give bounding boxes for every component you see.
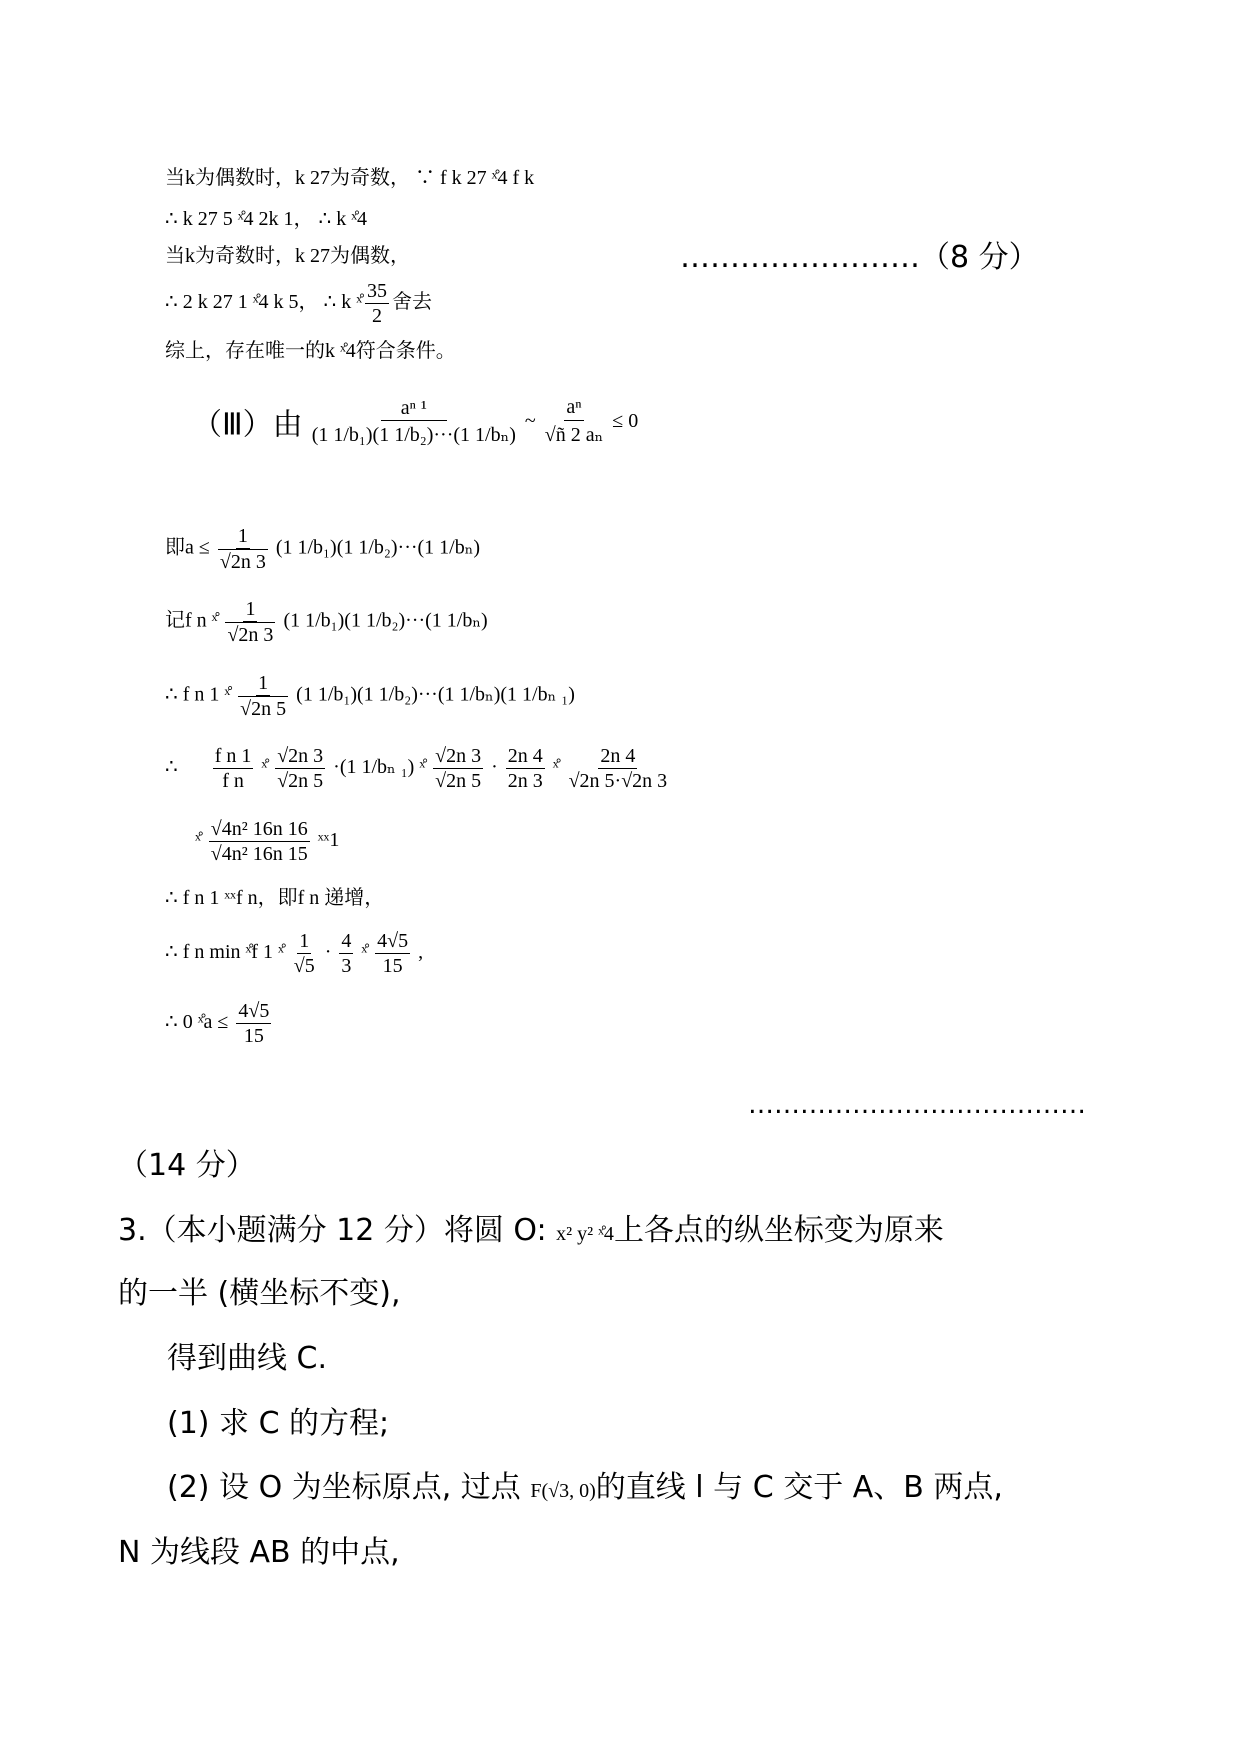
part-3-line: （Ⅲ）由 $\frac{\text{aⁿ ¹}}{\text{(1 1/b₁)(1 1/b₂)···(1 1/bₙ)}}$ ~ $\frac{\text{aⁿ}}{\text{√ñ 2 aₙ}}$ ≤ 0 [192,396,639,446]
problem-3-part-1: (1) 求 C 的方程; [167,1406,390,1441]
dotted-leader: ………………………………… [748,1090,1086,1120]
solution-line-3: 当k为奇数时，k 27为偶数， [165,245,410,267]
solution-line-10: ˣ̊ $\frac{\text{√4n² 16n 16}}{\text{√4n² 16n 15}}$ ˣˣ1 [195,818,340,865]
solution-line-13: ∴ 0 ˣ̊a ≤ $\frac{4√5}{15}$ [165,1000,270,1047]
score-14: （14 分） [118,1148,256,1183]
solution-line-9: ∴ $\frac{\text{f n 1}}{\text{f n}}$ ˣ̊ $\frac{√2n 3}{√2n 5}$ ·(1 1/bₙ ₁) ˣ̊ $\frac{√2n 3}{√2n 5}$ · $\frac{2n 4}{2n 3}$ ˣ̊ $\frac{2n 4}{√2n 5\cdot√2n 3}$ [165,745,668,792]
problem-3-line-2: 的一半 (横坐标不变), [118,1276,401,1311]
solution-line-12: ∴ f n min ˣ̊f 1 ˣ̊ $\frac{1}{√5}$ · $\frac{4}{3}$ ˣ̊ $\frac{4√5}{15}$ , [165,930,424,977]
problem-3-line-6: N 为线段 AB 的中点, [118,1535,400,1570]
problem-3-line-3: 得到曲线 C. [167,1341,328,1376]
solution-line-1: 当k为偶数时，k 27为奇数， ∵ f k 27 ˣ̊4 f k [165,167,535,189]
problem-3-line-1: 3.（本小题满分 12 分）将圆 O: x² y² ˣ̊4上各点的纵坐标变为原来 [118,1213,944,1248]
solution-line-5: 综上，存在唯一的k ˣ̊4符合条件。 [165,340,456,362]
score-8: ……………………（8 分） [680,240,1039,275]
solution-line-4: ∴ 2 k 27 1 ˣ̊4 k 5， ∴ k ˣ̊ $\frac{35}{2}$ 舍去 [165,280,433,327]
solution-line-7: 记f n ˣ̊ $\frac{1}{√2n 3}$ (1 1/b₁)(1 1/b₂)···(1 1/bₙ) [165,598,488,646]
solution-line-8: ∴ f n 1 ˣ̊ $\frac{1}{√2n 5}$ (1 1/b₁)(1 1/b₂)···(1 1/bₙ)(1 1/bₙ ₁) [165,672,575,720]
problem-3-part-2: (2) 设 O 为坐标原点, 过点 F(√3, 0)的直线 l 与 C 交于 A、B 两点, [167,1470,1003,1505]
solution-line-11: ∴ f n 1 ˣˣf n，即f n 递增， [165,887,385,909]
solution-line-2: ∴ k 27 5 ˣ̊4 2k 1， ∴ k ˣ̊4 [165,208,368,230]
solution-line-6: 即a ≤ $\frac{1}{√2n 3}$ (1 1/b₁)(1 1/b₂)···(1 1/bₙ) [165,525,481,573]
